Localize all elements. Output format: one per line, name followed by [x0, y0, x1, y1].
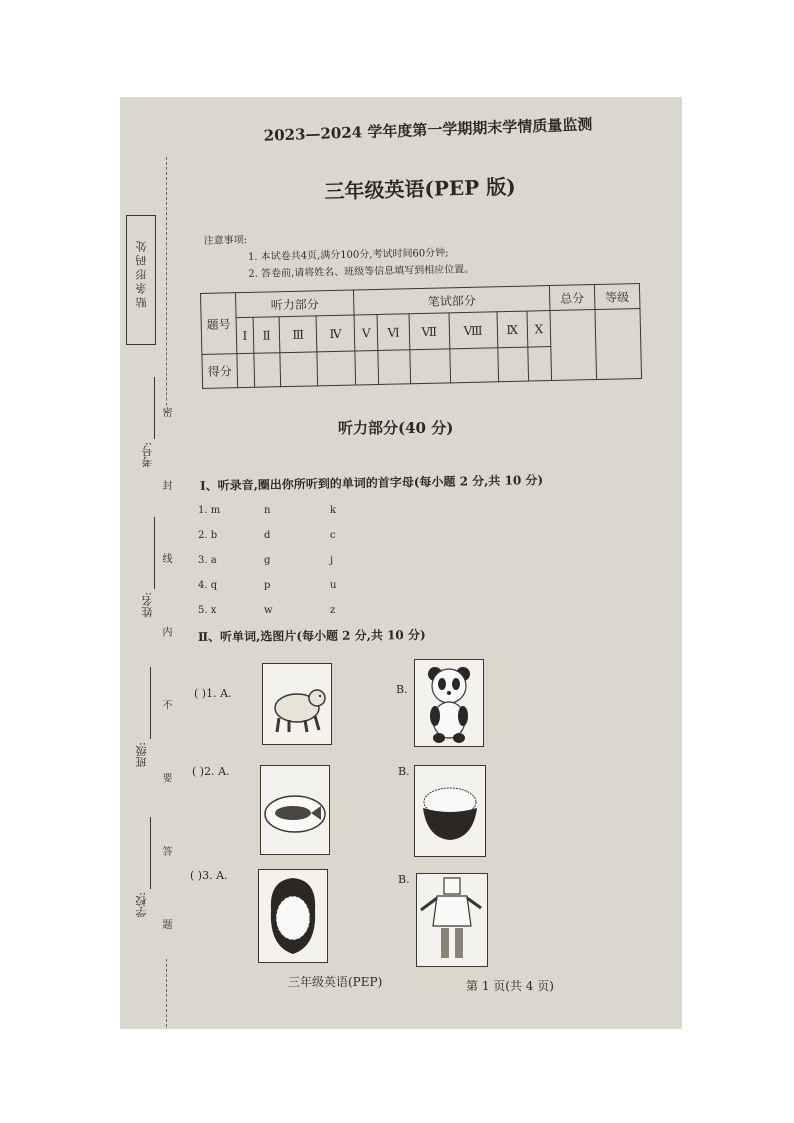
panda-icon — [415, 660, 483, 746]
option-c[interactable]: c — [330, 530, 336, 541]
field-name: 姓名: — [141, 592, 154, 618]
binding-strip — [120, 97, 180, 1029]
grade-cell[interactable] — [595, 309, 642, 380]
seal-text: 密 封 线 内 不 要 答 题 — [160, 407, 171, 960]
polar-bear-picture[interactable] — [262, 663, 332, 745]
question-number-label: 题号 — [201, 293, 237, 355]
score-table — [200, 283, 642, 389]
barcode-label: 贴条形码处 — [135, 238, 148, 308]
score-cell[interactable] — [378, 350, 410, 385]
footer-page-number: 第 1 页(共 4 页) — [466, 979, 554, 993]
option-a[interactable]: 2. b — [198, 530, 218, 541]
body-picture[interactable] — [416, 873, 488, 967]
option-a[interactable]: 5. x — [198, 605, 217, 616]
part1-row — [198, 580, 398, 605]
q1-label: ( )1. A. — [194, 687, 232, 700]
numeral-cell: Ⅹ — [527, 311, 551, 347]
part1-row — [198, 555, 398, 580]
field-class: 班级: — [135, 742, 148, 768]
q3-option-b: B. — [398, 873, 410, 886]
numeral-cell: Ⅱ — [253, 317, 280, 353]
face-picture[interactable] — [258, 869, 328, 963]
exam-title: 2023—2024 学年度第一学期期末学情质量监测 — [263, 115, 593, 145]
score-cell[interactable] — [355, 351, 379, 385]
score-cell[interactable] — [449, 348, 498, 383]
option-c[interactable]: k — [330, 505, 337, 516]
panda-picture[interactable] — [414, 659, 484, 747]
numeral-cell: Ⅸ — [497, 311, 528, 348]
part1-rows — [198, 505, 398, 630]
numeral-cell: Ⅲ — [280, 316, 317, 353]
face-icon — [259, 870, 327, 962]
total-header: 总分 — [549, 285, 595, 311]
field-line — [154, 517, 155, 589]
listening-section-title: 听力部分(40 分) — [338, 419, 454, 437]
option-c[interactable]: u — [330, 580, 337, 591]
fish-picture[interactable] — [260, 765, 330, 855]
exam-subtitle: 三年级英语(PEP 版) — [324, 174, 516, 204]
numeral-cell: Ⅵ — [377, 314, 409, 351]
field-line — [154, 377, 155, 439]
notes-item: 1. 本试卷共4页,满分100分,考试时间60分钟; — [247, 247, 449, 263]
option-a[interactable]: 3. a — [198, 555, 217, 566]
option-b[interactable]: w — [264, 605, 273, 616]
part1-row — [198, 530, 398, 555]
notes-item: 2. 答卷前,请将姓名、班级等信息填写到相应位置。 — [248, 264, 475, 280]
fish-icon — [261, 766, 329, 854]
grade-header: 等级 — [594, 284, 640, 310]
rice-picture[interactable] — [414, 765, 486, 857]
exam-paper — [120, 97, 682, 1029]
numeral-cell: Ⅷ — [449, 312, 498, 349]
q1-option-b: B. — [396, 683, 408, 696]
field-line — [150, 817, 151, 889]
q2-label: ( )2. A. — [192, 765, 230, 778]
field-line — [150, 667, 151, 739]
rice-bowl-icon — [415, 766, 485, 856]
numeral-cell: Ⅳ — [316, 315, 355, 352]
part1-title: Ⅰ、听录音,圈出你所听到的单词的首字母(每小题 2 分,共 10 分) — [199, 473, 544, 493]
option-b[interactable]: d — [264, 530, 271, 541]
option-a[interactable]: 1. m — [198, 505, 221, 516]
score-cell[interactable] — [497, 347, 528, 381]
total-cell[interactable] — [550, 310, 597, 381]
barcode-box — [126, 215, 156, 345]
notes — [203, 227, 474, 284]
numeral-cell: Ⅶ — [409, 313, 450, 350]
body-icon — [417, 874, 487, 966]
part1-row — [198, 505, 398, 530]
footer-subject: 三年级英语(PEP) — [288, 975, 383, 989]
option-c[interactable]: j — [330, 555, 334, 566]
option-b[interactable]: g — [264, 555, 271, 566]
score-cell[interactable] — [254, 353, 281, 387]
numeral-cell: Ⅴ — [354, 315, 378, 351]
part2-title: Ⅱ、听单词,选图片(每小题 2 分,共 10 分) — [197, 628, 426, 644]
notes-heading: 注意事项: — [203, 234, 248, 247]
polar-bear-icon — [263, 664, 331, 744]
score-cell[interactable] — [410, 349, 451, 384]
listening-header: 听力部分 — [236, 290, 355, 318]
numeral-cell: Ⅰ — [236, 318, 254, 354]
score-row-label: 得分 — [202, 354, 238, 389]
score-cell[interactable] — [528, 347, 552, 381]
q2-option-b: B. — [398, 765, 410, 778]
q3-label: ( )3. A. — [190, 869, 228, 882]
score-cell[interactable] — [317, 351, 356, 386]
option-a[interactable]: 4. q — [198, 580, 218, 591]
option-b[interactable]: p — [264, 580, 271, 591]
writing-header: 笔试部分 — [354, 286, 550, 316]
score-cell[interactable] — [237, 354, 255, 388]
field-school: 学校: — [135, 892, 148, 918]
option-b[interactable]: n — [264, 505, 271, 516]
score-cell[interactable] — [280, 352, 317, 387]
option-c[interactable]: z — [330, 605, 336, 616]
field-exam-number: 考号: — [141, 442, 154, 468]
